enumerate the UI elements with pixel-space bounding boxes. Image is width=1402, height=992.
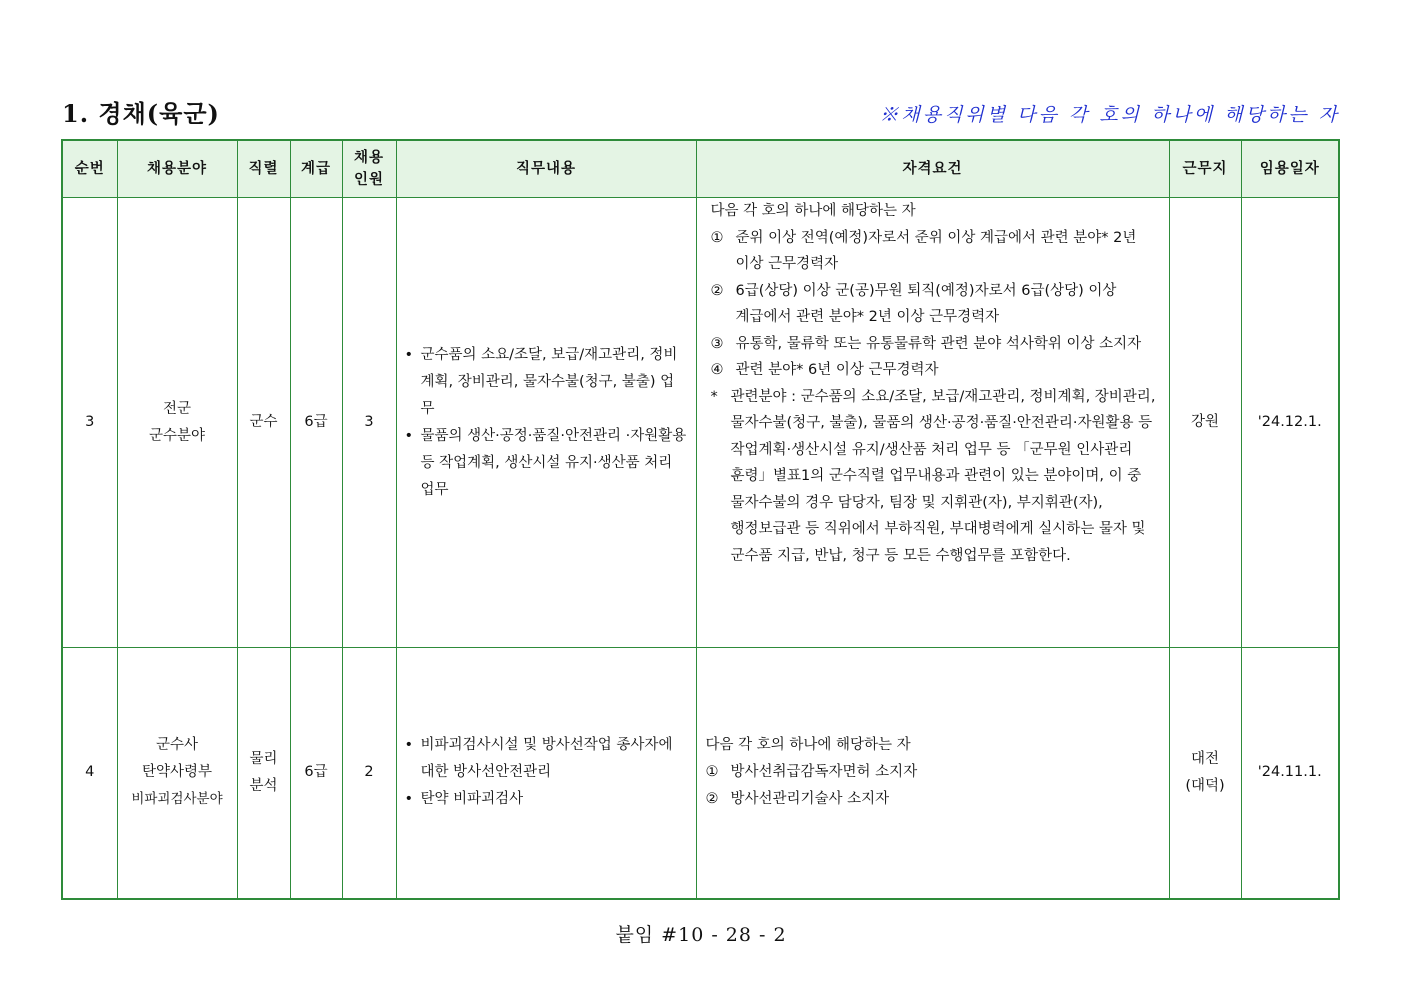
eligibility-note: ※채용직위별 다음 각 호의 하나에 해당하는 자	[879, 104, 1340, 126]
row-date: '24.12.1.	[1241, 198, 1339, 648]
col-duty: 직무내용	[396, 140, 696, 198]
qualification-item: ② 6급(상당) 이상 군(공)무원 퇴직(예정)자로서 6급(상당) 이상 계급에서 관련 분야* 2년 이상 근무경력자	[710, 282, 1117, 325]
row-series: 물리 분석	[237, 648, 290, 899]
row-field: 전군 군수분야	[117, 198, 237, 648]
col-field: 채용분야	[117, 140, 237, 198]
row-location: 대전 (대덕)	[1169, 648, 1241, 899]
row-count: 2	[342, 648, 396, 899]
related-field-note: * 관련분야 : 군수품의 소요/조달, 보급/재고관리, 정비계획, 장비관리, 물자수불(청구, 불출), 물품의 생산·공정·품질·안전관리·자원활용 등 작업계획·생산시설 유지/생산품 처리 업무 등 「군무원 인사관리 훈령」별표1의 군수직렬 업무내용과 관련이 있는 분야이며, 이 중 물자수불의 경우 담당자, 팀장 및 지휘관(자), 부지휘관(자), 행정보급관 등 직위에서 부하직원, 부대병력에게 실시하는 물자 및 군수품 지급, 반납, 청구 등 모든 수행업무를 포함한다.	[710, 388, 1156, 564]
recruitment-table	[61, 139, 1340, 900]
qualification-item: ② 방사선관리기술사 소지자	[705, 791, 890, 808]
qualification-item: ④ 관련 분야* 6년 이상 근무경력자	[710, 362, 939, 378]
table-header-row	[62, 140, 1339, 198]
row-date: '24.11.1.	[1241, 648, 1339, 899]
row-grade: 6급	[290, 198, 342, 648]
table-row	[62, 648, 1339, 899]
row-qualification	[696, 198, 1169, 648]
qualification-item: ③ 유통학, 물류학 또는 유통물류학 관련 분야 석사학위 이상 소지자	[710, 335, 1142, 352]
col-series: 직렬	[237, 140, 290, 198]
row-series: 군수	[237, 198, 290, 648]
duty-item: • 비파괴검사시설 및 방사선작업 종사자에 대한 방사선안전관리	[405, 732, 688, 786]
duty-item: • 탄약 비파괴검사	[405, 786, 688, 813]
row-duty	[396, 648, 696, 899]
qualification-item: ① 방사선취급감독자면허 소지자	[705, 764, 918, 781]
col-grade: 계급	[290, 140, 342, 198]
page-footer: 붙임 #10 - 28 - 2	[615, 924, 787, 946]
qualification-intro: 다음 각 호의 하나에 해당하는 자	[705, 737, 911, 754]
qualification-item: ① 준위 이상 전역(예정)자로서 준위 이상 계급에서 관련 분야* 2년 이상 근무경력자	[710, 229, 1137, 272]
row-duty	[396, 198, 696, 648]
row-grade: 6급	[290, 648, 342, 899]
duty-item: • 물품의 생산·공정·품질·안전관리 ·자원활용 등 작업계획, 생산시설 유지·생산품 처리 업무	[405, 423, 688, 504]
col-date: 임용일자	[1241, 140, 1339, 198]
section-heading: 1. 경채(육군)	[62, 99, 220, 128]
row-field: 군수사 탄약사령부 비파괴검사분야	[117, 648, 237, 899]
col-qualification: 자격요건	[696, 140, 1169, 198]
duty-item: • 군수품의 소요/조달, 보급/재고관리, 정비계획, 장비관리, 물자수불(청구, 불출) 업무	[405, 342, 688, 423]
col-seq: 순번	[62, 140, 117, 198]
row-seq: 4	[62, 648, 117, 899]
row-seq: 3	[62, 198, 117, 648]
row-count: 3	[342, 198, 396, 648]
table-row	[62, 198, 1339, 648]
row-location: 강원	[1169, 198, 1241, 648]
col-location: 근무지	[1169, 140, 1241, 198]
col-count: 채용 인원	[342, 140, 396, 198]
qualification-intro: 다음 각 호의 하나에 해당하는 자	[710, 203, 916, 219]
row-qualification	[696, 648, 1169, 899]
